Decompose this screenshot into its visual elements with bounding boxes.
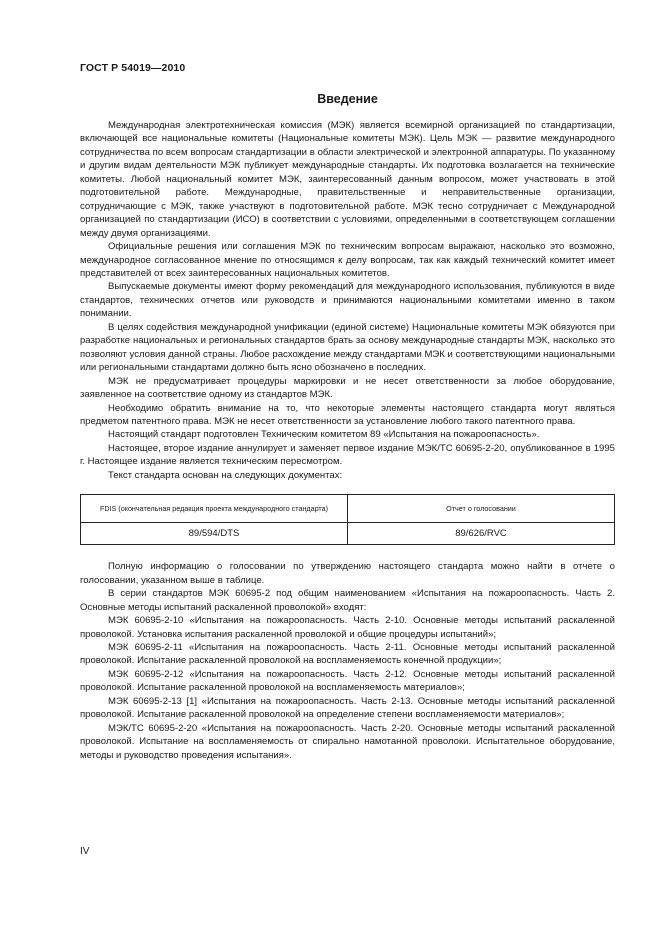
paragraph: Необходимо обратить внимание на то, что некоторые элементы настоящего стандарта могут являться предметом патентного права. МЭК не несет ответственности за установление любого такого патентного права. bbox=[80, 402, 615, 427]
paragraph: В целях содействия международной унификации (единой системе) Национальные комитеты МЭК обязуются при разработке национальных и региональных стандартов брать за основу международные стандарты МЭК, насколько это позволяют условия данной страны. Любое расхождение между стандартами МЭК и соответствующими национальными или региональными стандартами должно быть ясно обозначено в последних. bbox=[80, 321, 615, 374]
paragraph: Текст стандарта основан на следующих документах: bbox=[108, 469, 343, 481]
document-code-header: ГОСТ Р 54019—2010 bbox=[80, 62, 186, 74]
table-cell-voting-report: 89/626/RVC bbox=[348, 523, 615, 545]
table-cell-fdis: 89/594/DTS bbox=[81, 523, 348, 545]
table-header-row bbox=[81, 495, 615, 523]
table-header-voting-report: Отчет о голосовании bbox=[348, 495, 615, 523]
section-title: Введение bbox=[317, 92, 378, 106]
table-header-fdis: FDIS (окончательная редакция проекта международного стандарта) bbox=[81, 495, 348, 523]
table-row bbox=[81, 523, 615, 545]
paragraph: Настоящий стандарт подготовлен Техническим комитетом 89 «Испытания на пожароопасность». bbox=[108, 429, 540, 441]
paragraph: МЭК не предусматривает процедуры маркировки и не несет ответственности за любое оборудование, заявленное на соответствие одному из стандартов МЭК. bbox=[80, 375, 615, 401]
paragraph: Международная электротехническая комиссия (МЭК) является всемирной организацией по стандартизации, включающей все национальные комитеты (Национальные комитеты МЭК). Цель МЭК — развитие международного сотрудничества по всем вопросам стандартизации в области электрической и электронной аппаратуры. По указанному и другим видам деятельности МЭК публикует международные стандарты. Их подготовка возлагается на технические комитеты. Любой национальный комитет МЭК, заинтересованный данным вопросом, может участвовать в этой подготовительной работе. Международные, правительственные и неправительственные организации, сотрудничающие с МЭК, также участвуют в подготовительной работе. МЭК тесно сотрудничает с Международной организацией по стандартизации (ИСО) в соответствии с условиями, определенными в соответствующем соглашении между двумя организациями. bbox=[80, 120, 615, 239]
documents-table bbox=[80, 494, 615, 545]
paragraph: В серии стандартов МЭК 60695-2 под общим наименованием «Испытания на пожароопасность. Часть 2. Основные методы испытаний раскаленной проволокой» входят: bbox=[80, 588, 615, 613]
list-item: МЭК 60695-2-11 «Испытания на пожароопасность. Часть 2-11. Основные методы испытаний раскаленной проволокой. Испытание раскаленной проволокой на воспламеняемость конечной продукции»; bbox=[80, 641, 615, 667]
paragraph: Официальные решения или соглашения МЭК по техническим вопросам выражают, насколько это возможно, международное согласованное мнение по относящимся к делу вопросам, так как каждый технический комитет имеет представителей от всех заинтересованных национальных комитетов. bbox=[80, 241, 615, 279]
paragraph: Выпускаемые документы имеют форму рекомендаций для международного использования, публикуются в виде стандартов, технических отчетов или руководств и принимаются национальными комитетами именно в таком понимании. bbox=[80, 281, 615, 320]
paragraph: Настоящее, второе издание аннулирует и заменяет первое издание МЭК/ТС 60695-2-20, опубликованное в 1995 г. Настоящее издание является техническим пересмотром. bbox=[80, 442, 615, 468]
paragraph: Полную информацию о голосовании по утверждению настоящего стандарта можно найти в отчете о голосовании, указанном выше в таблице. bbox=[80, 561, 615, 586]
list-item: МЭК 60695-2-10 «Испытания на пожароопасность. Часть 2-10. Основные методы испытаний раскаленной проволокой. Установка испытания раскаленной проволокой и общие процедуры испытаний»; bbox=[80, 615, 615, 640]
list-item: МЭК/ТС 60695-2-20 «Испытания на пожароопасность. Часть 2-20. Основные методы испытаний раскаленной проволокой. Испытание на воспламеняемость от спирально намотанной проволоки. Испытательное оборудование, методы и руководство проведения испытания». bbox=[80, 722, 615, 761]
list-item: МЭК 60695-2-13 [1] «Испытания на пожароопасность. Часть 2-13. Основные методы испытаний раскаленной проволокой. Испытание раскаленной проволокой на определение степени воспламеняемости материалов»; bbox=[80, 695, 615, 721]
document-body bbox=[80, 119, 615, 762]
page-number: IV bbox=[80, 846, 90, 857]
list-item: МЭК 60695-2-12 «Испытания на пожароопасность. Часть 2-12. Основные методы испытаний раскаленной проволокой. Испытание раскаленной проволокой на воспламеняемость материалов»; bbox=[80, 668, 615, 694]
